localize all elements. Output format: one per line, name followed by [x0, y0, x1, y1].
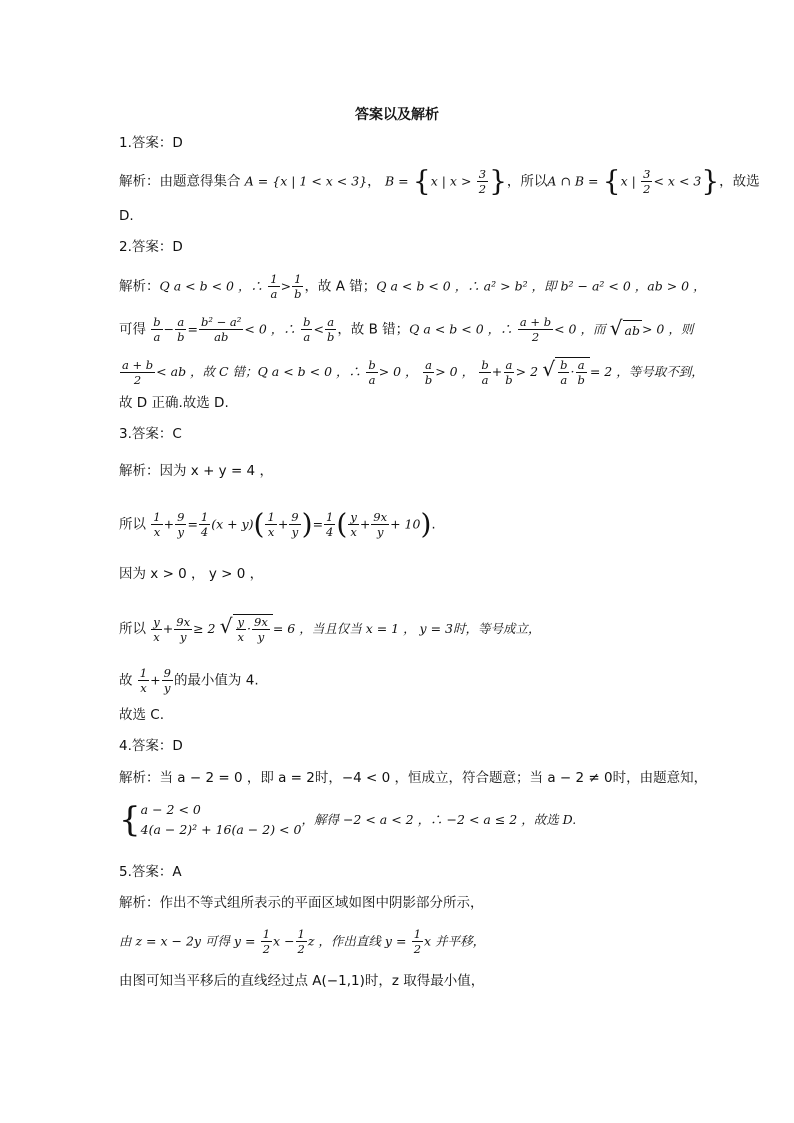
inequality-system: { a − 2 < 0 4(a − 2)² + 16(a − 2) < 0 — [119, 800, 302, 840]
q3-analysis-line2: 所以 $\frac{1}{x}$ + $\frac{9}{y}$ = $\frac{1}{4}$ (x + y)( $\frac{1}{x}$ + $\frac{9}{y}$ )= $\frac{1}{4}$ ( $\frac{y}{x}$ + $\frac{9x}{y}$ + 10). — [119, 507, 436, 541]
left-brace: { — [602, 164, 621, 198]
q5-analysis-line3: 由图可知当平移后的直线经过点 A(−1,1)时，z 取得最小值， — [119, 973, 485, 989]
q3-answer: 3.答案：C — [119, 426, 182, 442]
page-title: 答案以及解析 — [355, 107, 439, 123]
q3-analysis-line3: 因为 x > 0 ， y > 0 ， — [119, 566, 264, 582]
fraction-1-over-a: $\frac{1}{a}$ — [270, 272, 278, 301]
q2-answer: 2.答案：D — [119, 239, 183, 255]
q4-answer: 4.答案：D — [119, 738, 183, 754]
right-brace: } — [701, 164, 720, 198]
fraction: $\frac{3}{2}$ — [478, 167, 487, 196]
sqrt-ab: √ ab — [609, 316, 640, 340]
q3-analysis-line4: 所以 $\frac{y}{x}$ + $\frac{9x}{y}$ ≥ 2 √ $\frac{y}{x}$ · $\frac{9x}{y}$ = 6 ，当且仅当 x = 1 ， y = 3时，等号成立， — [119, 614, 541, 644]
q4-analysis-line2: { a − 2 < 0 4(a − 2)² + 16(a − 2) < 0 ，解得 −2 < a < 2 ，∴ −2 < a ≤ 2 ，故选 D. — [119, 800, 577, 840]
q2-analysis-line1: 解析：Q a < b < 0 ，∴ $\frac{1}{a}$ > $\frac{1}{b}$ ，故 A 错；Q a < b < 0 ，∴ a² > b² ，即 b² − a² < 0 ，ab > 0 ， — [119, 272, 706, 301]
fraction-1-over-b: $\frac{1}{b}$ — [294, 272, 302, 301]
left-brace: { — [412, 164, 431, 198]
q5-analysis-line1: 解析：作出不等式组所表示的平面区域如图中阴影部分所示， — [119, 895, 484, 911]
fraction: $\frac{3}{2}$ — [643, 167, 651, 196]
q5-analysis-line2: 由 z = x − 2y 可得 y = $\frac{1}{2}$ x − $\frac{1}{2}$ z ，作出直线 y = $\frac{1}{2}$ x 并平移， — [119, 927, 486, 956]
q1-analysis-line2: D. — [119, 208, 134, 224]
sqrt-product: √ $\frac{b}{a}$ · $\frac{a}{b}$ — [542, 357, 589, 387]
q3-analysis-line6: 故选 C. — [119, 707, 165, 723]
right-brace: } — [489, 164, 507, 198]
q1-analysis-line1: 解析：由题意得集合 A = {x | 1 < x < 3}， B = {x | x > $\frac{3}{2}$ }，所以A ∩ B = {x | $\frac{3}{2}$ < x < 3}，故选 — [119, 164, 760, 198]
q3-analysis-line5: 故 $\frac{1}{x}$ + $\frac{9}{y}$ 的最小值为 4. — [119, 666, 259, 695]
q4-analysis-line1: 解析：当 a − 2 = 0 ，即 a = 2时，−4 < 0 ，恒成立，符合题意；当 a − 2 ≠ 0时，由题意知， — [119, 770, 708, 786]
q3-analysis-line1: 解析：因为 x + y = 4 ， — [119, 463, 273, 479]
q2-analysis-line4: 故 D 正确.故选 D. — [119, 395, 229, 411]
q2-analysis-line2: 可得 $\frac{b}{a}$ − $\frac{a}{b}$ = $\frac{\text{b² − a²}}{ab}$ < 0 ，∴ $\frac{b}{a}$ < $\frac{a}{b}$ ，故 B 错；Q a < b < 0 ，∴ $\frac{a + b}{2}$ < 0 ，而 √ ab > 0 ，则 — [119, 315, 694, 344]
q1-answer: 1.答案：D — [119, 135, 183, 151]
q5-answer: 5.答案：A — [119, 864, 182, 880]
q2-analysis-line3: $\frac{a + b}{2}$ < ab ，故 C 错；Q a < b < 0 ，∴ $\frac{b}{a}$ > 0 ， $\frac{a}{b}$ > 0 ， $\frac{b}{a}$ + $\frac{a}{b}$ > 2 √ $\frac{b}{a}$ · $\frac{a}{b}$ = 2 ，等号取不到， — [122, 357, 704, 387]
